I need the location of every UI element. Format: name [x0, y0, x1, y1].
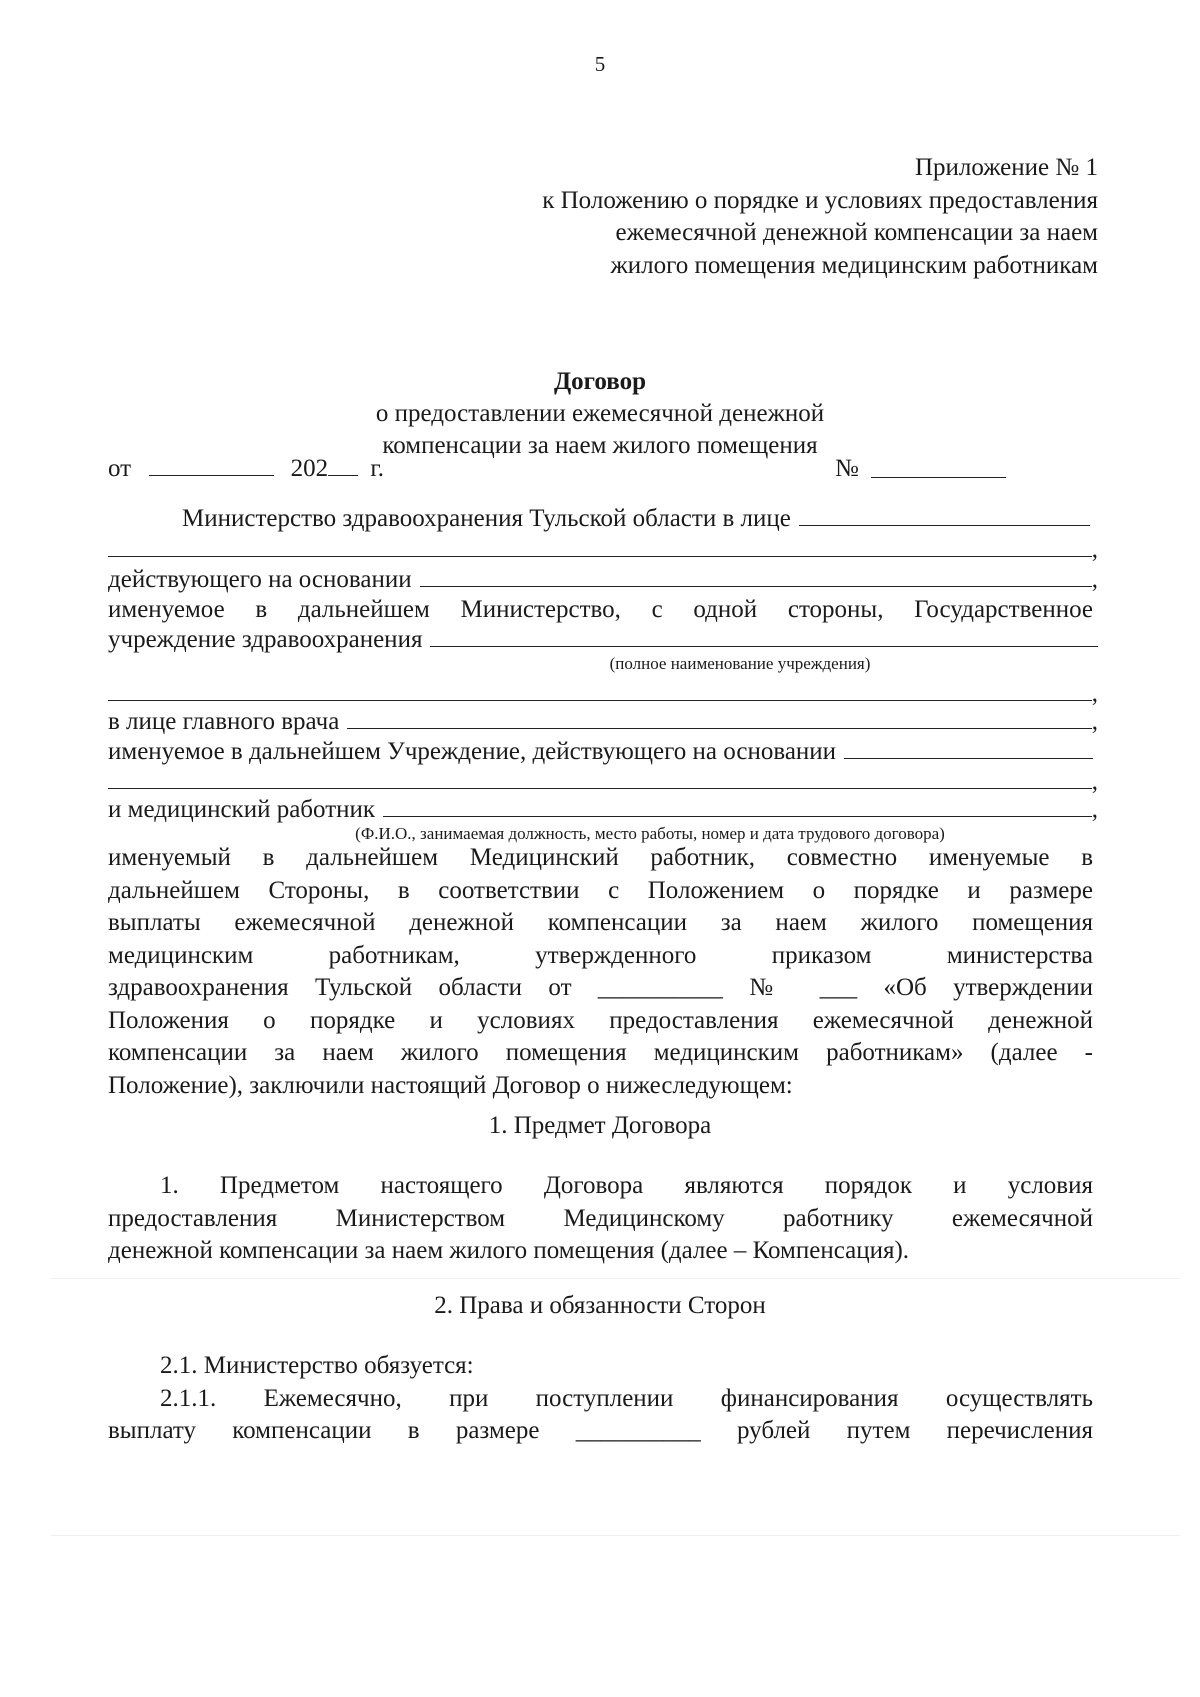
scan-artifact-line [50, 1535, 1180, 1536]
institution-name-blank [430, 626, 1098, 647]
preamble-line: компенсации за наем жилого помещения медицинским работникам» (далее - [108, 1039, 1093, 1066]
contract-title-block [0, 366, 1200, 462]
ministry-rep-blank-2 [108, 536, 1092, 557]
comma: , [1091, 536, 1098, 563]
year-blank [328, 455, 358, 476]
chief-doctor-blank [347, 708, 1091, 729]
section-1-line: 1. Предметом настоящего Договора являются порядок и условия [160, 1172, 1093, 1199]
appendix-header [338, 152, 1098, 282]
blank-line [108, 680, 1098, 708]
chief-doctor-text: в лице главного врача [108, 708, 340, 735]
contract-subtitle-line: компенсации за наем жилого помещения [382, 432, 818, 459]
date-from-label: от [108, 455, 132, 482]
contract-subtitle-line: о предоставлении ежемесячной денежной [375, 400, 825, 427]
ministry-text: Министерство здравоохранения Тульской области в лице [182, 505, 791, 532]
contract-title: Договор [553, 368, 647, 395]
institution-text: учреждение здравоохранения [108, 626, 423, 653]
chief-doctor-line [108, 708, 1098, 736]
institution-basis-blank-2 [108, 768, 1092, 789]
scan-artifact-line [50, 1278, 1180, 1279]
preamble-line: выплаты ежемесячной денежной компенсации за наем жилого помещения [108, 909, 1093, 936]
preamble-line: здравоохранения Тульской области от __________ № ___ «Об утверждении [108, 974, 1093, 1001]
institution-name-blank-2 [108, 680, 1092, 701]
medical-worker-caption: (Ф.И.О., занимаемая должность, место работы, номер и дата трудового договора) [355, 824, 945, 843]
comma: , [1091, 680, 1098, 707]
section-2-paragraph [108, 1350, 1093, 1448]
institution-line [108, 626, 1098, 654]
section-2-line: 2.1.1. Ежемесячно, при поступлении финансирования осуществлять [160, 1384, 1093, 1412]
comma: , [1091, 566, 1098, 593]
medical-worker-line [108, 796, 1098, 824]
appendix-line: Приложение № 1 [914, 154, 1098, 181]
section-1-heading: 1. Предмет Договора [488, 1112, 712, 1139]
preamble-line: именуемый в дальнейшем Медицинский работник, совместно именуемые в [108, 844, 1093, 871]
preamble-line: дальнейшем Стороны, в соответствии с Положением о порядке и размере [108, 876, 1093, 904]
acting-basis-blank [420, 566, 1092, 587]
comma: , [1091, 768, 1098, 795]
preamble-paragraph [108, 842, 1093, 1102]
section-2-line: 2.1. Министерство обязуется: [160, 1352, 474, 1379]
institution-basis-blank [844, 738, 1093, 759]
section-1-line: денежной компенсации за наем жилого помещения (далее – Компенсация). [108, 1237, 910, 1264]
preamble-line: Положения о порядке и условиях предоставления ежемесячной денежной [108, 1006, 1093, 1034]
medical-worker-text: и медицинский работник [108, 796, 376, 823]
page-number: 5 [594, 52, 606, 76]
section-2-line: выплату компенсации в размере __________ рублей путем перечисления [108, 1417, 1093, 1444]
institution-hereinafter-line [108, 738, 1093, 766]
acting-basis-line [108, 566, 1098, 594]
preamble-line: Положение), заключили настоящий Договор о нижеследующем: [108, 1071, 793, 1099]
section-1-paragraph [108, 1170, 1093, 1268]
preamble-line: медицинским работникам, утвержденного приказом министерства [108, 941, 1093, 969]
date-blank [149, 455, 274, 476]
year-suffix: г. [370, 455, 385, 482]
number-sign: № [835, 455, 859, 482]
number-blank [871, 457, 1006, 478]
appendix-line: жилого помещения медицинским работникам [610, 251, 1098, 279]
comma: , [1091, 708, 1098, 735]
year-label: 202 [290, 455, 329, 482]
blank-line [108, 768, 1098, 796]
appendix-line: ежемесячной денежной компенсации за наем [615, 219, 1098, 246]
institution-caption: (полное наименование учреждения) [609, 654, 871, 673]
section-2-heading: 2. Права и обязанности Сторон [434, 1292, 766, 1319]
appendix-line: к Положению о порядке и условиях предоставления [542, 186, 1098, 214]
hereinafter-ministry-line: именуемое в дальнейшем Министерство, с одной стороны, Государственное [108, 596, 1093, 623]
comma: , [1091, 796, 1098, 823]
ministry-line [182, 505, 1090, 533]
date-number-line [108, 455, 1093, 483]
medical-worker-blank [383, 796, 1092, 817]
blank-line [108, 536, 1098, 564]
section-1-line: предоставления Министерством Медицинскому работнику ежемесячной [108, 1204, 1093, 1232]
acting-basis-text: действующего на основании [108, 566, 412, 593]
ministry-rep-blank [799, 505, 1090, 526]
institution-hereinafter-text: именуемое в дальнейшем Учреждение, действующего на основании [108, 738, 837, 765]
